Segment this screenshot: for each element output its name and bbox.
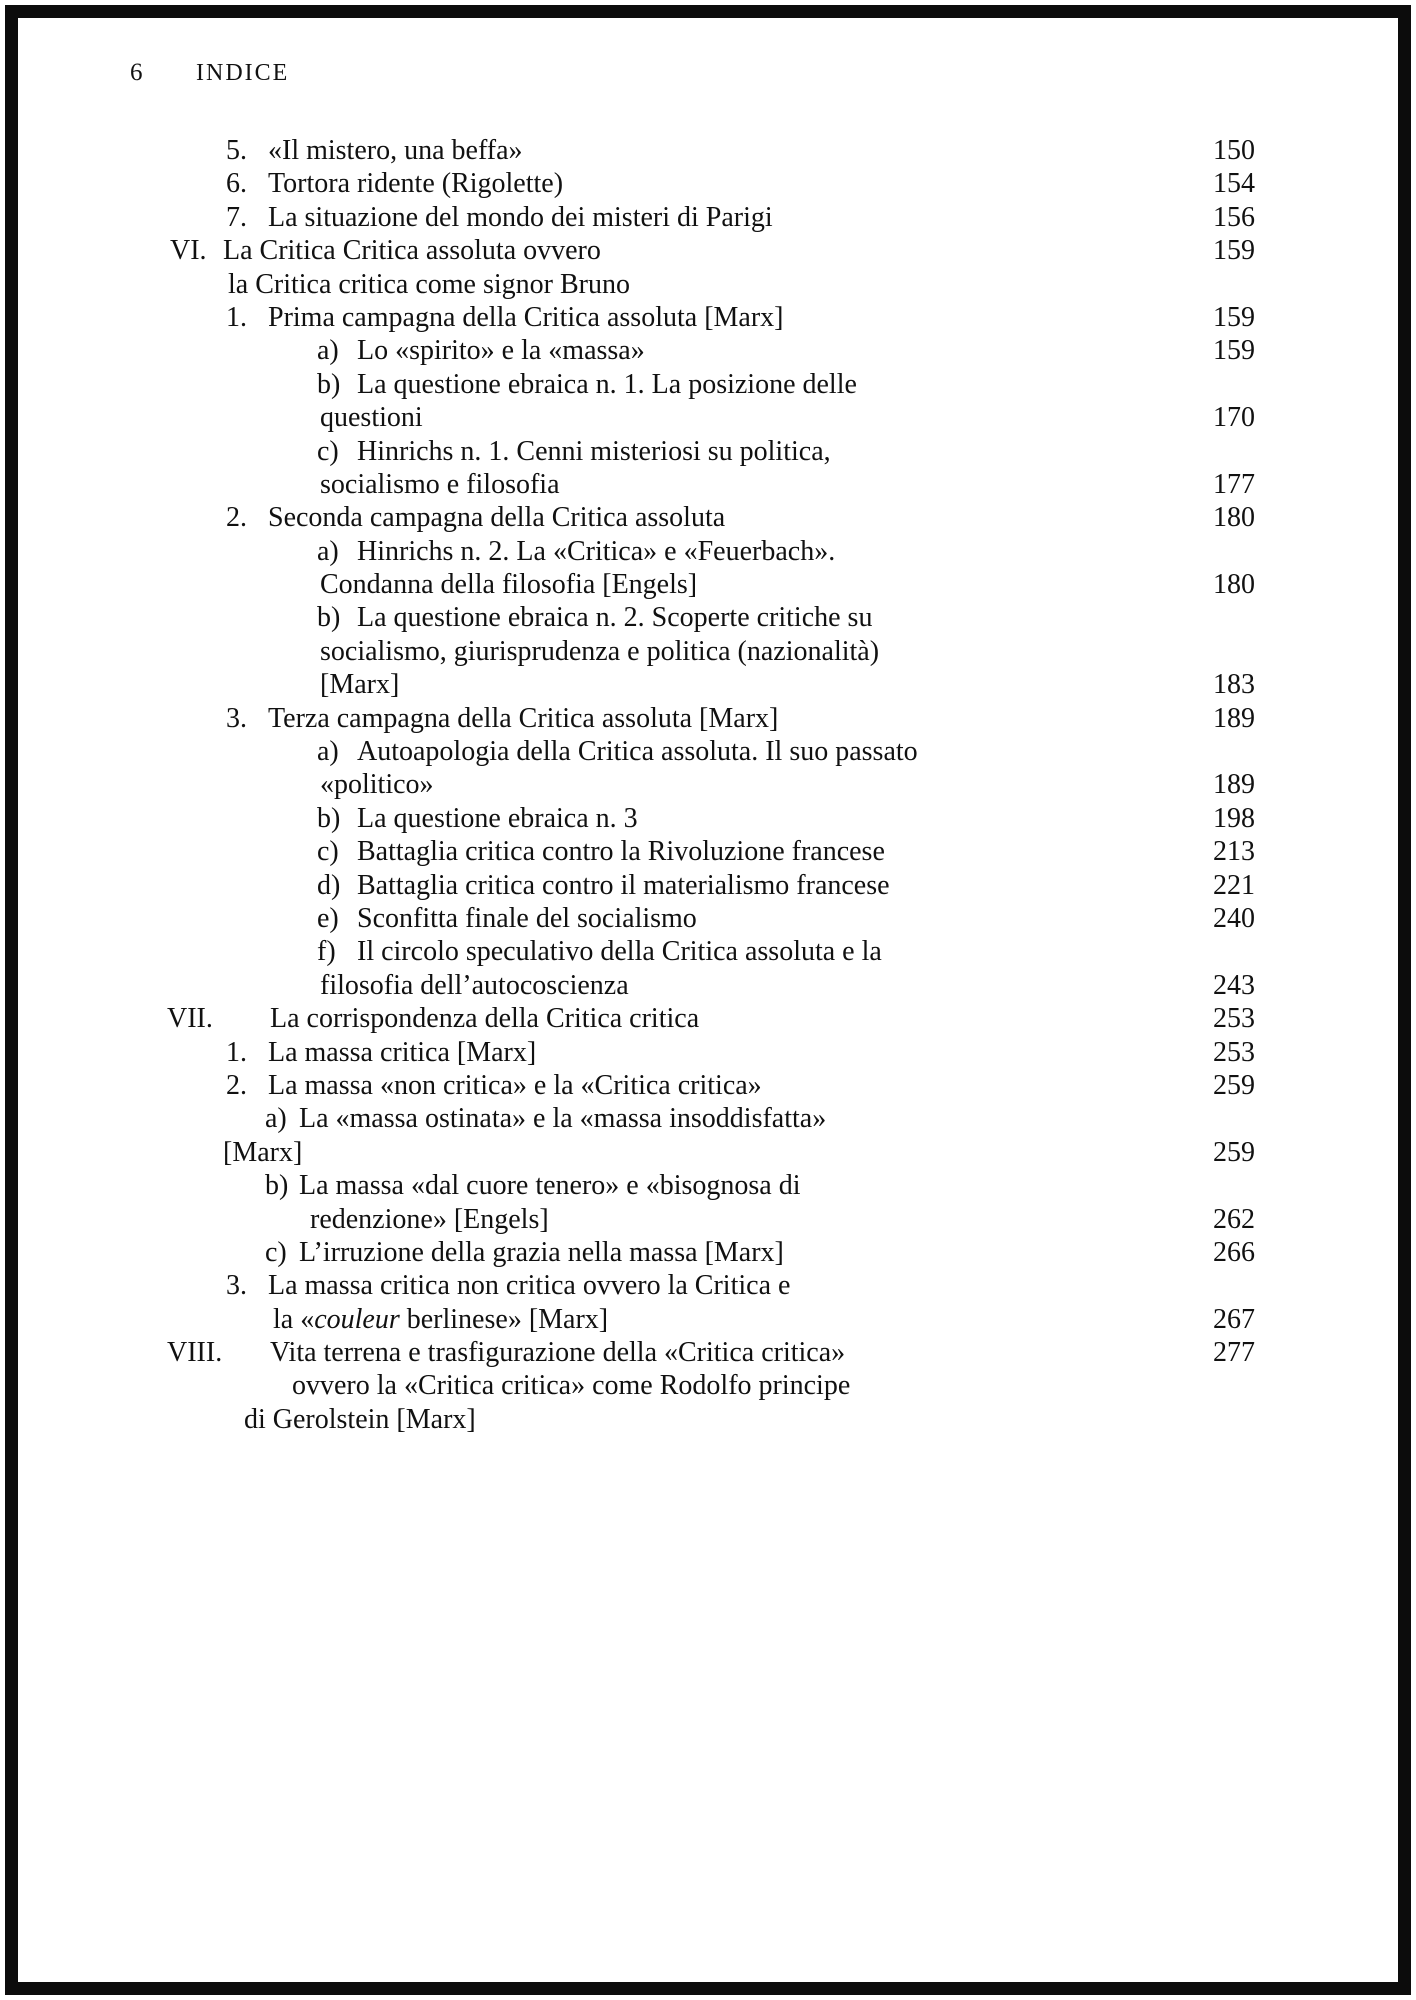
toc-row-page: 180	[1213, 569, 1255, 601]
toc-row	[18, 167, 1255, 200]
toc-row	[18, 969, 1255, 1002]
toc-row	[18, 869, 1255, 902]
toc-row-page: 183	[1213, 669, 1255, 701]
toc-row-page: 267	[1213, 1303, 1255, 1335]
toc-row	[18, 1136, 1255, 1169]
toc-row-label: f)	[317, 936, 336, 968]
toc-row-page: 243	[1213, 969, 1255, 1001]
toc-row	[18, 802, 1255, 835]
toc-row-page: 253	[1213, 1036, 1255, 1068]
toc-row	[18, 1203, 1255, 1236]
toc-row-text: Lo «spirito» e la «massa»	[357, 335, 645, 367]
toc-row-text: la «couleur berlinese» [Marx]	[273, 1303, 609, 1335]
toc-row-text: Il circolo speculativo della Critica assoluta e la	[357, 936, 882, 968]
toc-row-text: «Il mistero, una beffa»	[268, 135, 523, 166]
toc-row	[18, 1369, 1255, 1402]
toc-row-page: 180	[1213, 502, 1255, 534]
toc-row-page: 189	[1213, 702, 1255, 734]
table-of-contents	[18, 134, 1398, 1436]
toc-row-page: 266	[1213, 1236, 1255, 1268]
toc-row-label: a)	[317, 335, 339, 367]
toc-row	[18, 1269, 1255, 1302]
toc-row	[18, 334, 1255, 367]
toc-row-text: La questione ebraica n. 3	[357, 802, 638, 834]
toc-row-text: La massa «dal cuore tenero» e «bisognosa di	[299, 1170, 801, 1202]
toc-row-text: L’irruzione della grazia nella massa [Marx]	[299, 1236, 784, 1268]
toc-row-label: a)	[317, 535, 339, 567]
page-folio: 6	[130, 59, 143, 86]
toc-row	[18, 835, 1255, 868]
toc-row-page: 240	[1213, 902, 1255, 934]
toc-row	[18, 902, 1255, 935]
page-header-title: INDICE	[196, 60, 290, 86]
toc-row-page: 259	[1213, 1136, 1255, 1168]
toc-row-text: Hinrichs n. 2. La «Critica» e «Feuerbach».	[357, 535, 836, 567]
toc-row-label: e)	[317, 902, 339, 934]
toc-row-page: 189	[1213, 769, 1255, 801]
page-content	[18, 18, 1398, 1982]
toc-row-page: 177	[1213, 468, 1255, 500]
toc-row-page: 213	[1213, 836, 1255, 868]
toc-row	[18, 268, 1255, 301]
toc-row	[18, 1102, 1255, 1135]
toc-row-label: 2.	[226, 502, 247, 534]
toc-row	[18, 535, 1255, 568]
toc-row	[18, 1236, 1255, 1269]
toc-row-label: 3.	[226, 702, 247, 734]
toc-row-page: 154	[1213, 168, 1255, 200]
toc-row-text: di Gerolstein [Marx]	[244, 1403, 476, 1435]
toc-row-text: Hinrichs n. 1. Cenni misteriosi su politica,	[357, 435, 831, 467]
toc-row	[18, 468, 1255, 501]
toc-row-page: 198	[1213, 802, 1255, 834]
toc-row	[18, 134, 1255, 167]
toc-row-label: b)	[317, 368, 341, 400]
toc-row-text: socialismo, giurisprudenza e politica (nazionalità)	[320, 635, 880, 667]
toc-row	[18, 401, 1255, 434]
toc-row	[18, 935, 1255, 968]
toc-row	[18, 1002, 1255, 1035]
toc-row-text: [Marx]	[320, 669, 400, 701]
toc-row-text: La situazione del mondo dei misteri di Parigi	[268, 201, 773, 233]
toc-row-page: 159	[1213, 235, 1255, 267]
toc-row-page: 156	[1213, 201, 1255, 233]
toc-row-text: filosofia dell’autocoscienza	[320, 969, 629, 1001]
toc-row-text: La Critica Critica assoluta ovvero	[223, 235, 601, 267]
toc-row-page: 221	[1213, 869, 1255, 901]
toc-row	[18, 1336, 1255, 1369]
toc-row-label: VIII.	[167, 1337, 223, 1369]
toc-row	[18, 702, 1255, 735]
toc-row-label: c)	[317, 435, 339, 467]
toc-row-text: Terza campagna della Critica assoluta [Marx]	[268, 702, 779, 734]
toc-row-text: La massa «non critica» e la «Critica critica»	[268, 1069, 762, 1101]
toc-row-text: redenzione» [Engels]	[310, 1203, 549, 1235]
toc-row	[18, 435, 1255, 468]
toc-row-page: 259	[1213, 1069, 1255, 1101]
toc-row-text: [Marx]	[223, 1136, 303, 1168]
toc-row-label: b)	[265, 1170, 289, 1202]
toc-row-label: 1.	[226, 301, 247, 333]
toc-row	[18, 1069, 1255, 1102]
toc-row-text: socialismo e filosofia	[320, 468, 560, 500]
toc-row	[18, 768, 1255, 801]
toc-row-text: Prima campagna della Critica assoluta [Marx]	[268, 301, 784, 333]
running-head	[18, 58, 1398, 88]
toc-row-page: 253	[1213, 1003, 1255, 1035]
toc-row	[18, 601, 1255, 634]
toc-row	[18, 201, 1255, 234]
toc-row-page: 159	[1213, 301, 1255, 333]
toc-row-page: 277	[1213, 1337, 1255, 1369]
toc-row-label: a)	[317, 736, 339, 768]
toc-row-text: ovvero la «Critica critica» come Rodolfo principe	[292, 1370, 851, 1402]
toc-row-text: Tortora ridente (Rigolette)	[268, 168, 564, 200]
toc-row-text: la Critica critica come signor Bruno	[228, 268, 630, 300]
toc-row-text: questioni	[320, 402, 423, 434]
toc-row	[18, 368, 1255, 401]
toc-row-label: c)	[317, 836, 339, 868]
toc-row-page: 262	[1213, 1203, 1255, 1235]
toc-row	[18, 301, 1255, 334]
toc-row	[18, 568, 1255, 601]
toc-row-text: La questione ebraica n. 2. Scoperte critiche su	[357, 602, 873, 634]
toc-row-label: b)	[317, 602, 341, 634]
toc-row-label: 6.	[226, 168, 247, 200]
toc-row	[18, 1036, 1255, 1069]
toc-row-page: 159	[1213, 335, 1255, 367]
toc-row	[18, 1303, 1255, 1336]
toc-row-label: VII.	[167, 1003, 213, 1035]
toc-row-text: Autoapologia della Critica assoluta. Il suo passato	[357, 736, 918, 768]
toc-row-label: d)	[317, 869, 341, 901]
toc-row-text: «politico»	[320, 769, 434, 801]
toc-row	[18, 668, 1255, 701]
toc-row-text: Seconda campagna della Critica assoluta	[268, 502, 726, 534]
toc-row-text: Battaglia critica contro il materialismo francese	[357, 869, 890, 901]
toc-row-label: c)	[265, 1236, 287, 1268]
toc-row-text: Vita terrena e trasfigurazione della «Critica critica»	[270, 1337, 846, 1369]
toc-row	[18, 1403, 1255, 1436]
toc-row-text: La «massa ostinata» e la «massa insoddisfatta»	[299, 1103, 827, 1135]
toc-row	[18, 1169, 1255, 1202]
toc-row-text: Condanna della filosofia [Engels]	[320, 569, 698, 601]
toc-row-text: La questione ebraica n. 1. La posizione delle	[357, 368, 857, 400]
toc-row-text: Sconfitta finale del socialismo	[357, 902, 697, 934]
toc-row-text: La massa critica non critica ovvero la Critica e	[268, 1270, 791, 1302]
toc-row-label: 2.	[226, 1069, 247, 1101]
toc-row	[18, 501, 1255, 534]
toc-row-label: 3.	[226, 1270, 247, 1302]
toc-row-label: 1.	[226, 1036, 247, 1068]
toc-row-label: 7.	[226, 201, 247, 233]
toc-row-page: 150	[1213, 135, 1255, 166]
toc-row-label: 5.	[226, 135, 247, 166]
toc-row	[18, 635, 1255, 668]
toc-row-text: La corrispondenza della Critica critica	[270, 1003, 700, 1035]
toc-row-label: a)	[265, 1103, 287, 1135]
toc-row-page: 170	[1213, 402, 1255, 434]
toc-row	[18, 735, 1255, 768]
toc-row-text: La massa critica [Marx]	[268, 1036, 537, 1068]
toc-row-label: VI.	[170, 235, 207, 267]
toc-row-text: Battaglia critica contro la Rivoluzione francese	[357, 836, 885, 868]
toc-row-label: b)	[317, 802, 341, 834]
toc-row	[18, 234, 1255, 267]
